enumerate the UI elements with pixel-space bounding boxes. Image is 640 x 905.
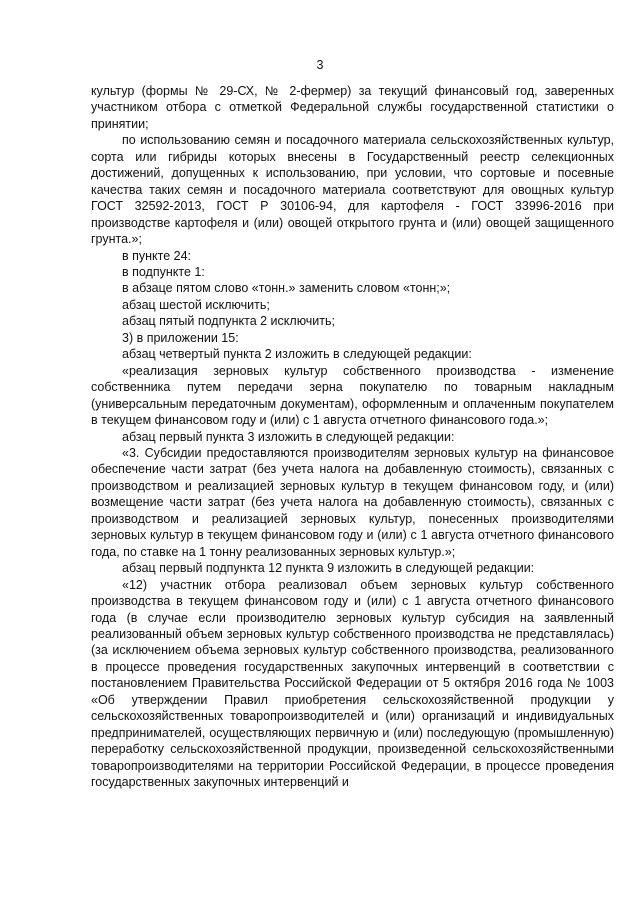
paragraph-1: культур (формы № 29-СХ, № 2-фермер) за текущий финансовый год, заверенных участником отбора с отметкой Федеральной службы государственной статистики о принятии; <box>91 84 614 131</box>
paragraph-5: в абзаце пятом слово «тонн.» заменить словом «тонн;»; <box>122 281 451 296</box>
paragraph-11: абзац первый пункта 3 изложить в следующей редакции: <box>122 429 455 444</box>
paragraph-13: абзац первый подпункта 12 пункта 9 изложить в следующей редакции: <box>122 561 535 576</box>
page-number: 3 <box>316 58 324 72</box>
paragraph-12: «3. Субсидии предоставляются производителям зерновых культур на финансовое обеспечение части затрат (без учета налога на добавленную стоимость), связанных с производством и реализацией зерновых культур в текущем финансовом году, и (или) возмещение части затрат (без учета налога на добавленную стоимость), связанных с производством и реализацией зерновых культур, понесенных производителями зерновых культур в текущем финансовом году и (или) с 1 августа отчетного финансового года, по ставке на 1 тонну реализованных зерновых культур.»; <box>91 445 614 559</box>
paragraph-2: по использованию семян и посадочного материала сельскохозяйственных культур, сорта или гибриды которых внесены в Государственный реестр селекционных достижений, допущенных к использованию, при условии, что сортовые и посевные качества таких семян и посадочного материала соответствуют для овощных культур ГОСТ 32592-2013, ГОСТ Р 30106-94, для картофеля - ГОСТ 33996-2016 при производстве картофеля и (или) овощей открытого грунта и (или) овощей защищенного грунта.»; <box>91 133 614 247</box>
paragraph-9: абзац четвертый пункта 2 изложить в следующей редакции: <box>122 347 472 362</box>
paragraph-6: абзац шестой исключить; <box>122 297 270 312</box>
paragraph-3: в пункте 24: <box>122 248 192 263</box>
paragraph-4: в подпункте 1: <box>122 264 205 279</box>
paragraph-10: «реализация зерновых культур собственного производства - изменение собственника путем передачи зерна покупателю по товарным накладным (универсальным передаточным документам), оформленным и оплаченным покупателем в текущем финансовом году и (или) с 1 августа отчетного финансового года.»; <box>91 363 614 428</box>
document-body <box>91 83 614 790</box>
paragraph-7: абзац пятый подпункта 2 исключить; <box>122 314 336 329</box>
paragraph-14: «12) участник отбора реализовал объем зерновых культур собственного производства в текущем финансовом году и (или) с 1 августа отчетного финансового года (в случае если производителю зерновых культур субсидия на заявленный реализованный объем зерновых культур собственного производства не представлялась) (за исключением объема зерновых культур собственного производства, реализованного в процессе проведения государственных закупочных интервенций в соответствии с постановлением Правительства Российской Федерации от 5 октября 2016 года № 1003 «Об утверждении Правил приобретения сельскохозяйственной продукции у сельскохозяйственных товаропроизводителей и (или) организаций и индивидуальных предпринимателей, осуществляющих первичную и (или) последующую (промышленную) переработку сельскохозяйственной продукции, произведенной сельскохозяйственными товаропроизводителями на территории Российской Федерации, в процессе проведения государственных закупочных интервенций и <box>91 577 614 790</box>
paragraph-8: 3) в приложении 15: <box>122 330 239 345</box>
